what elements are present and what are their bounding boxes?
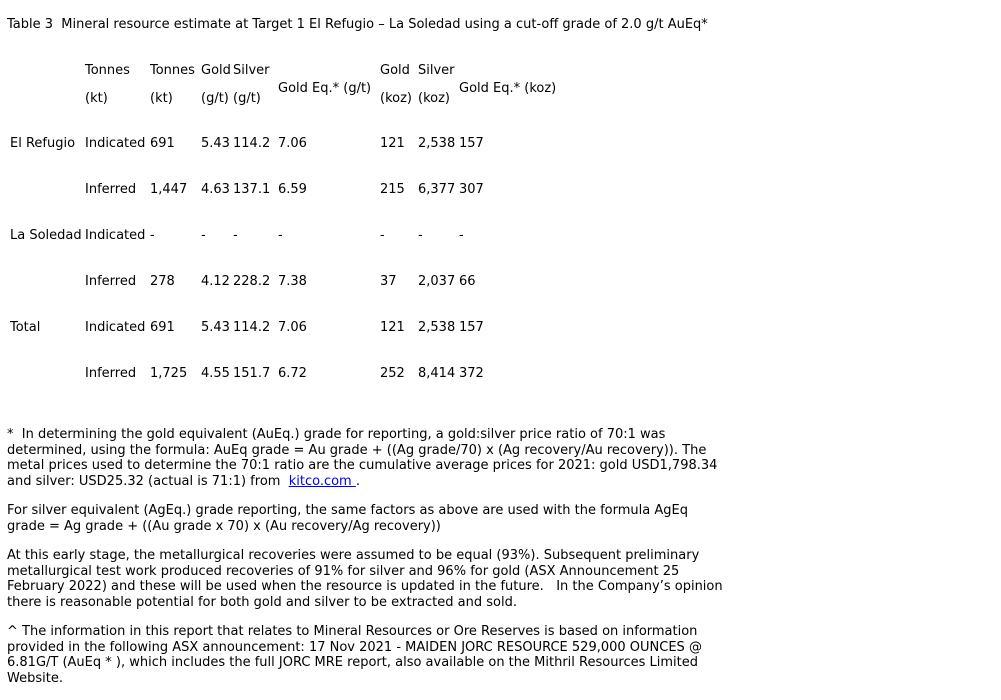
cell-gold-koz: 215 [380,182,405,198]
cell-gold-gpt: 5.43 [201,136,230,152]
cell-location: La Soledad [10,228,82,244]
cell-category: Indicated [85,136,146,152]
cell-goldeq-koz: 307 [459,182,484,198]
cell-silver-gpt: 114.2 [233,320,271,336]
cell-gold-koz: 37 [380,274,397,290]
header-gold-gpt: Gold (g/t) [201,63,231,106]
text-segment: . [355,473,360,489]
cell-goldeq-gpt: - [278,228,283,244]
cell-silver-koz: 2,538 [418,320,456,336]
cell-tonnes-kt: 691 [150,320,175,336]
cell-goldeq-gpt: 7.06 [278,136,307,152]
text-line [7,474,807,490]
cell-gold-gpt: 5.43 [201,320,230,336]
table-row [10,167,569,213]
cell-tonnes-kt: 691 [150,136,175,152]
cell-gold-koz: 121 [380,320,405,336]
cell-silver-koz: 8,414 [418,366,456,382]
footnotes [7,427,807,700]
cell-goldeq-koz: 157 [459,136,484,152]
text-line: metal prices used to determine the 70:1 ratio are the cumulative average prices for 2021: gold USD1,798.34 [7,458,718,473]
mineral-resource-table [10,57,569,397]
text-line: grade = Ag grade + ((Au grade x 70) x (Au recovery/Ag recovery)) [7,518,441,534]
cell-silver-koz: 2,037 [418,274,456,290]
cell-category: Inferred [85,182,137,198]
table-row [10,351,569,397]
text-line: * In determining the gold equivalent (AuEq.) grade for reporting, a gold:silver price ratio of 70:1 was [7,427,666,442]
cell-goldeq-koz: - [459,228,464,244]
header-row [10,57,569,121]
cell-tonnes-kt: - [150,228,155,244]
text-line: metallurgical test work produced recoveries of 91% for silver and 96% for gold (ASX Announcement 25 [7,563,680,579]
cell-gold-koz: 252 [380,366,405,382]
cell-category: Indicated [85,228,146,244]
footnote-silver-equivalent [7,503,807,534]
cell-goldeq-gpt: 6.72 [278,366,307,382]
text-line: Website. [7,670,63,686]
text-line: For silver equivalent (AgEq.) grade reporting, the same factors as above are used with the formula AgEq [7,503,688,518]
kitco-link[interactable]: kitco.com [288,473,356,489]
footnote-asx-announcement [7,624,807,686]
cell-location [10,351,85,397]
cell-gold-gpt: 4.55 [201,366,230,382]
table-title: Table 3 Mineral resource estimate at Target 1 El Refugio – La Soledad using a cut-off grade of 2.0 g/t AuEq* [7,17,708,32]
cell-silver-koz: 6,377 [418,182,456,198]
header-goldeq-koz: Gold Eq.* (koz) [459,81,557,97]
header-location [10,57,85,121]
cell-silver-koz: 2,538 [418,136,456,152]
text-line: At this early stage, the metallurgical recoveries were assumed to be equal (93%). Subsequent preliminary [7,548,700,563]
cell-category: Indicated [85,320,146,336]
text-line: 6.81G/T (AuEq * ), which includes the full JORC MRE report, also available on the Mithril Resources Limited [7,655,699,670]
cell-location: El Refugio [10,136,76,152]
cell-gold-gpt: 4.12 [201,274,230,290]
cell-goldeq-gpt: 6.59 [278,182,307,198]
cell-silver-gpt: 151.7 [233,366,271,382]
cell-location [10,259,85,305]
cell-category: Inferred [85,274,137,290]
cell-goldeq-koz: 66 [459,274,476,290]
header-tonnes-category: Tonnes (kt) [85,63,130,106]
table-row [10,121,569,167]
cell-silver-gpt: - [233,228,238,244]
text-line: ^ The information in this report that relates to Mineral Resources or Ore Reserves is based on information [7,624,698,639]
cell-silver-koz: - [418,228,423,244]
header-gold-koz: Gold (koz) [380,63,412,106]
text-line: determined, using the formula: AuEq grade = Au grade + ((Ag grade/70) x (Ag recovery/Au recovery)). The [7,442,707,458]
cell-tonnes-kt: 278 [150,274,175,290]
cell-tonnes-kt: 1,725 [150,366,188,382]
cell-goldeq-koz: 157 [459,320,484,336]
table-row [10,259,569,305]
cell-gold-gpt: 4.63 [201,182,230,198]
header-goldeq-gpt: Gold Eq.* (g/t) [278,81,372,97]
cell-goldeq-gpt: 7.38 [278,274,307,290]
text-line: February 2022) and these will be used when the resource is updated in the future. In the Company’s opinion [7,579,723,594]
cell-silver-gpt: 114.2 [233,136,271,152]
table-row [10,213,569,259]
table-row [10,305,569,351]
footnote-gold-equivalent [7,427,807,489]
header-tonnes-kt: Tonnes (kt) [150,63,195,106]
cell-silver-gpt: 137.1 [233,182,271,198]
text-line: provided in the following ASX announcement: 17 Nov 2021 - MAIDEN JORC RESOURCE 529,000 OUNCES @ [7,639,702,655]
cell-silver-gpt: 228.2 [233,274,271,290]
cell-category: Inferred [85,366,137,382]
cell-goldeq-gpt: 7.06 [278,320,307,336]
cell-gold-gpt: - [201,228,206,244]
header-silver-koz: Silver (koz) [418,63,455,106]
cell-tonnes-kt: 1,447 [150,182,188,198]
cell-goldeq-koz: 372 [459,366,484,382]
cell-location [10,167,85,213]
cell-gold-koz: 121 [380,136,405,152]
cell-gold-koz: - [380,228,385,244]
footnote-recoveries [7,548,807,610]
header-silver-gpt: Silver (g/t) [233,63,270,106]
cell-location: Total [10,320,41,336]
text-line: there is reasonable potential for both gold and silver to be extracted and sold. [7,594,517,610]
text-segment: and silver: USD25.32 (actual is 71:1) from [7,473,289,489]
